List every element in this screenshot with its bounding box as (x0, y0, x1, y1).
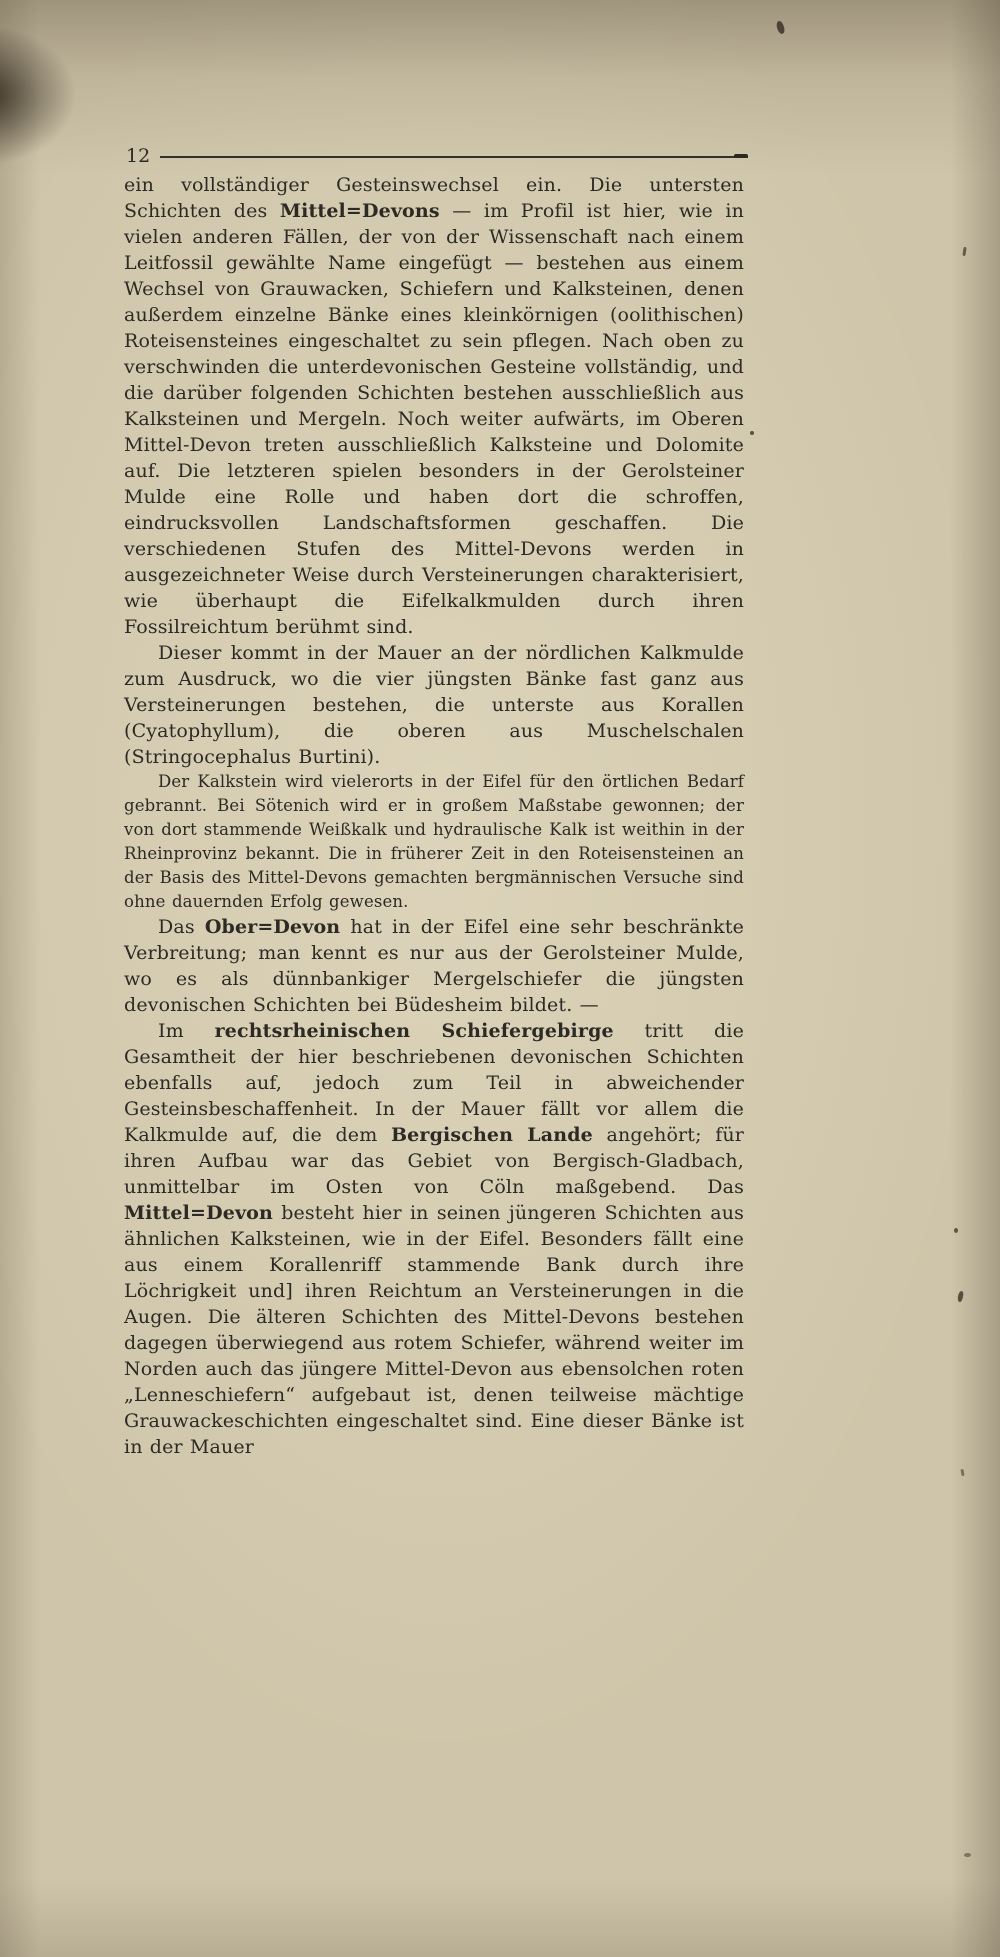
paragraph-ober-devon (124, 914, 744, 1018)
text-run: tritt die Gesamtheit der hier beschriebenen devonischen Schichten ebenfalls auf, jedoch zum Teil in abweichender Gesteinsbeschaffenheit. In der Mauer fällt vor allem die Kalkmulde auf, die dem (124, 1020, 744, 1146)
ink-speck (960, 1469, 964, 1476)
ink-speck (750, 431, 754, 435)
text-run: hat in der Eifel eine sehr beschränkte Verbreitung; man kennt es nur aus der Gerolsteiner Mulde, wo es als dünnbankiger Mergelschiefer die jüngsten devonischen Schichten bei Büdesheim bildet. — (124, 916, 744, 1016)
text-block (124, 172, 744, 1460)
ink-speck (962, 247, 966, 256)
bold-term: Mittel=Devons (279, 200, 440, 222)
text-run: ein vollständiger Gesteinswechsel ein. Die untersten Schichten des (124, 174, 744, 222)
header-rule (160, 156, 748, 158)
text-run: besteht hier in seinen jüngeren Schichten aus ähnlichen Kalksteinen, wie in der Eifel. Besonders fällt eine aus einem Korallenriff stammende Bank durch ihre Löchrigkeit und] ihren Reichtum an Versteinerungen in die Augen. Die älteren Schichten des Mittel-Devons bestehen dagegen überwiegend aus rotem Schiefer, während weiter im Norden auch das jüngere Mittel-Devon aus ebensolchen roten „Lenneschiefern“ aufgebaut ist, denen teilweise mächtige Grauwackeschichten eingeschaltet sind. Eine dieser Bänke ist in der Mauer (124, 1202, 744, 1458)
ink-speck (957, 1291, 965, 1303)
text-run: — im Profil ist hier, wie in vielen anderen Fällen, der von der Wissenschaft nach einem Leitfossil gewählte Name eingefügt — bestehen aus einem Wechsel von Grauwacken, Schiefern und Kalksteinen, denen außerdem einzelne Bänke eines kleinkörnigen (oolithischen) Roteisensteines eingeschaltet zu sein pflegen. Nach oben zu verschwinden die unterdevonischen Gesteine vollständig, und die darüber folgenden Schichten bestehen ausschließlich aus Kalksteinen und Mergeln. Noch weiter aufwärts, im Oberen Mittel-Devon treten ausschließlich Kalksteine und Dolomite auf. Die letzteren spielen besonders in der Gerolsteiner Mulde eine Rolle und haben dort die schroffen, eindrucksvollen Landschaftsformen geschaffen. Die verschiedenen Stufen des Mittel-Devons werden in ausgezeichneter Weise durch Versteinerungen charakterisiert, wie überhaupt die Eifelkalkmulden durch ihren Fossilreichtum berühmt sind. (124, 200, 744, 638)
bold-term: Ober=Devon (204, 916, 341, 938)
bold-term: Mittel=Devon (124, 1202, 273, 1224)
ink-speck (964, 1853, 971, 1857)
paragraph-kalkmulde (124, 640, 744, 770)
bold-term: Bergischen Lande (390, 1124, 593, 1146)
text-run: Im (158, 1020, 215, 1042)
text-run: Dieser kommt in der Mauer an der nördlichen Kalkmulde zum Ausdruck, wo die vier jüngsten Bänke fast ganz aus Versteinerungen bestehen, die unterste aus Korallen (Cyatophyllum), die oberen aus Muschelschalen (Stringocephalus Burtini). (124, 642, 744, 768)
paragraph-kalkstein-kleindruck (124, 770, 744, 914)
ink-speck (954, 1228, 958, 1233)
page-header (126, 146, 748, 166)
paragraph-mittel-devon (124, 172, 744, 640)
text-run: Der Kalkstein wird vielerorts in der Eifel für den örtlichen Bedarf gebrannt. Bei Sötenich wird er in großem Maßstabe gewonnen; der von dort stammende Weißkalk und hydraulische Kalk ist weithin in der Rheinprovinz bekannt. Die in früherer Zeit in den Roteisensteinen an der Basis des Mittel-Devons gemachten bergmännischen Versuche sind ohne dauernden Erfolg gewesen. (124, 772, 744, 911)
text-run: angehört; für ihren Aufbau war das Gebiet von Bergisch-Gladbach, unmittelbar im Osten von Cöln maßgebend. Das (124, 1124, 745, 1198)
ink-speck (775, 20, 786, 35)
bold-term: rechtsrheinischen Schiefergebirge (214, 1020, 614, 1042)
text-run: Das (158, 916, 205, 938)
paragraph-rechtsrheinisch (124, 1018, 744, 1460)
page-number: 12 (126, 145, 151, 167)
